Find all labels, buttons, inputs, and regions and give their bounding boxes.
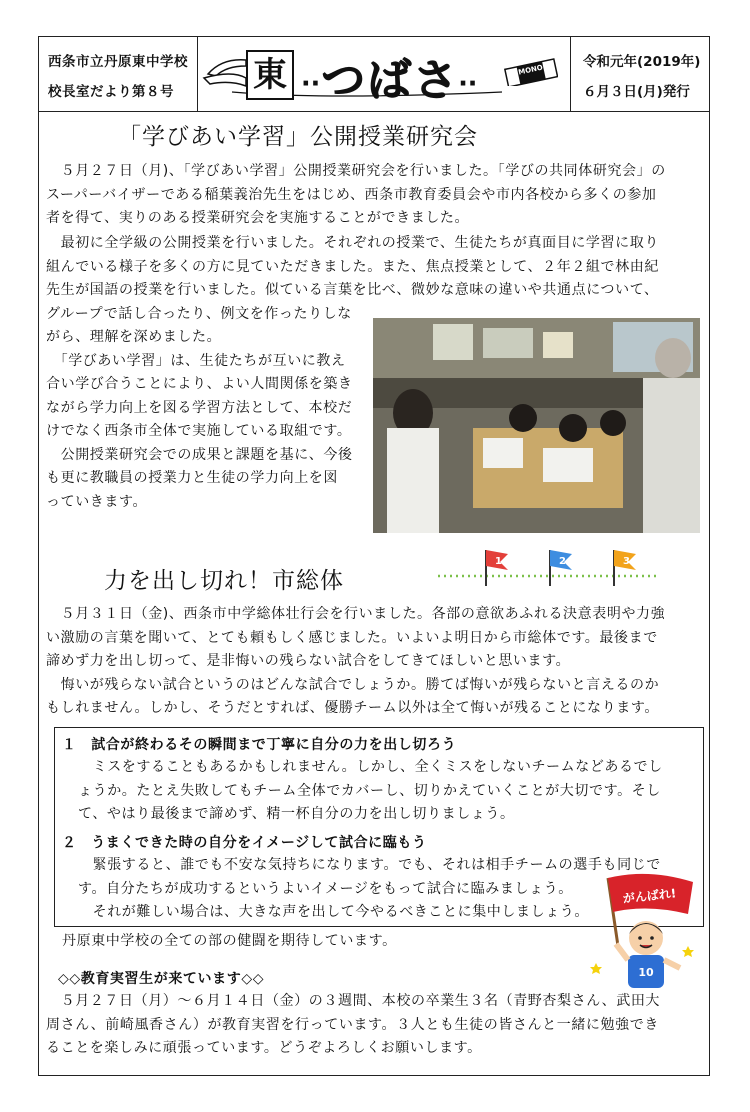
text-line: す。自分たちが成功するというよいイメージをもって試合に臨みましょう。 [78,880,573,897]
newsletter-title-text: つばさ [321,55,460,106]
text-line: 周さん、前崎風香さん）が教育実習を行っています。３人とも生徒の皆さんと一緒に勉強でき [46,1016,659,1033]
classroom-photo [373,318,700,533]
banner-label: がんばれ! [622,886,677,906]
svg-text:1: 1 [495,556,502,567]
era-date: 令和元年(2019年) [583,54,701,70]
text-line: 公開授業研究会での成果と課題を基に、今後 [46,446,353,463]
text-line: 「学びあい学習」は、生徒たちが互いに教え [46,352,346,369]
text-line: 合い学び合うことにより、よい人間関係を築き [46,376,353,392]
text-line: 者を得て、実りのある授業研究会を実施することができました。 [46,210,470,226]
section1-heading: 「学びあい学習」公開授業研究会 [118,124,478,150]
text-line: て、やはり最後まで諦めず、精一杯自分の力を出し切りましょう。 [78,806,515,822]
text-line: ５月２７日（月）～６月１４日（金）の３週間、本校の卒業生３名（青野杏梨さん、武田大 [46,993,661,1009]
point1-title: １ 試合が終わるその瞬間まで丁寧に自分の力を出し切ろう [62,737,457,753]
section2-closing: 丹原東中学校の全ての部の健闘を期待しています。 [62,933,397,949]
svg-text:3: 3 [623,556,630,567]
flag-2-icon [550,550,572,586]
eraser-icon [504,58,558,86]
bulletin-number: 校長室だより第８号 [48,84,174,100]
text-line: ることを楽しみに頑張っています。どうぞよろしくお願いします。 [46,1040,482,1056]
text-line: 組んでいる様子を多くの方に見ていただきました。また、焦点授業として、２年２組で林由紀 [46,258,659,275]
text-line: 緊張すると、誰でも不安な気持ちになります。でも、それは相手チームの選手も同じで [78,857,661,873]
point2-body [78,854,661,925]
school-name: 西条市立丹原東中学校 [48,54,188,70]
text-line: がら、理解を深めました。 [46,329,222,345]
text-line: 先生が国語の授業を行いました。似ている言葉を比べ、微妙な意味の違いや共通点について、 [46,282,659,298]
text-line: 悔いが残らない試合というのはどんな試合でしょうか。勝てば悔いが残らないと言えるのか [46,676,660,693]
newsletter-title: ··つばさ·· [302,55,479,106]
logo-kanji: 東 [246,50,294,100]
section2-heading: 力を出し切れ！市総体 [104,568,344,594]
text-line: ょうか。たとえ失敗してもチーム全体でカバーし、切りかえていくことが大切です。そし [78,782,661,799]
text-line: ミスをすることもあるかもしれません。しかし、全くミスをしないチームなどあるでし [78,759,663,775]
svg-text:2: 2 [559,556,566,567]
flag-1-icon [486,550,508,586]
section1-paragraph-1 [46,160,666,231]
section3-heading: ◇◇教育実習生が来ています◇◇ [58,971,265,987]
text-line: ５月３１日（金)、西条市中学総体壮行会を行いました。各部の意欲あふれる決意表明や力強 [46,606,666,622]
flags-icon [438,542,658,592]
text-line: い激励の言葉を聞いて、とても頼もしく感じました。いよいよ明日から市総体です。最後まで [46,629,658,646]
masthead-header [38,36,710,112]
text-line: グループで話し合ったり、例文を作ったりしな [46,305,352,322]
header-right-box [570,36,710,111]
flag-3-icon [614,550,636,586]
text-line: スーパーバイザーである稲葉義治先生をはじめ、西条市教育委員会や市内各校から多くの参加 [46,186,657,203]
point2-title: ２ うまくできた時の自分をイメージして試合に臨もう [62,835,427,851]
section2-paragraph-1 [46,603,665,721]
section3-body [46,990,660,1061]
issue-date: ６月３日(月)発行 [583,84,690,100]
text-line: っていきます。 [46,493,148,510]
text-line: ５月２７日（月)、「学びあい学習」公開授業研究会を行いました。「学びの共同体研究会」の [46,163,666,179]
text-line: もしれません。しかし、そうだとすれば、優勝チーム以外は全て悔いが残ることになります。 [46,700,659,716]
text-line: それが難しい場合は、大きな声を出して今やるべきことに集中しましょう。 [78,904,589,920]
cheering-boy-icon [588,868,703,988]
eraser-label: MONO [517,63,544,77]
text-line: ながら学力向上を図る学習方法として、本校だ [46,399,353,416]
point1-body [78,756,663,827]
text-line: も更に教職員の授業力と生徒の学力向上を図 [46,470,338,486]
header-left-box [38,36,198,111]
text-line: 諦めず力を出し切って、是非悔いの残らない試合をしてきてほしいと思います。 [46,653,571,669]
svg-text:10: 10 [638,966,654,979]
newsletter-logo [202,36,568,111]
text-line: 最初に全学級の公開授業を行いました。それぞれの授業で、生徒たちが真面目に学習に取り [46,235,659,251]
text-line: けでなく西条市全体で実施している取組です。 [46,423,352,439]
